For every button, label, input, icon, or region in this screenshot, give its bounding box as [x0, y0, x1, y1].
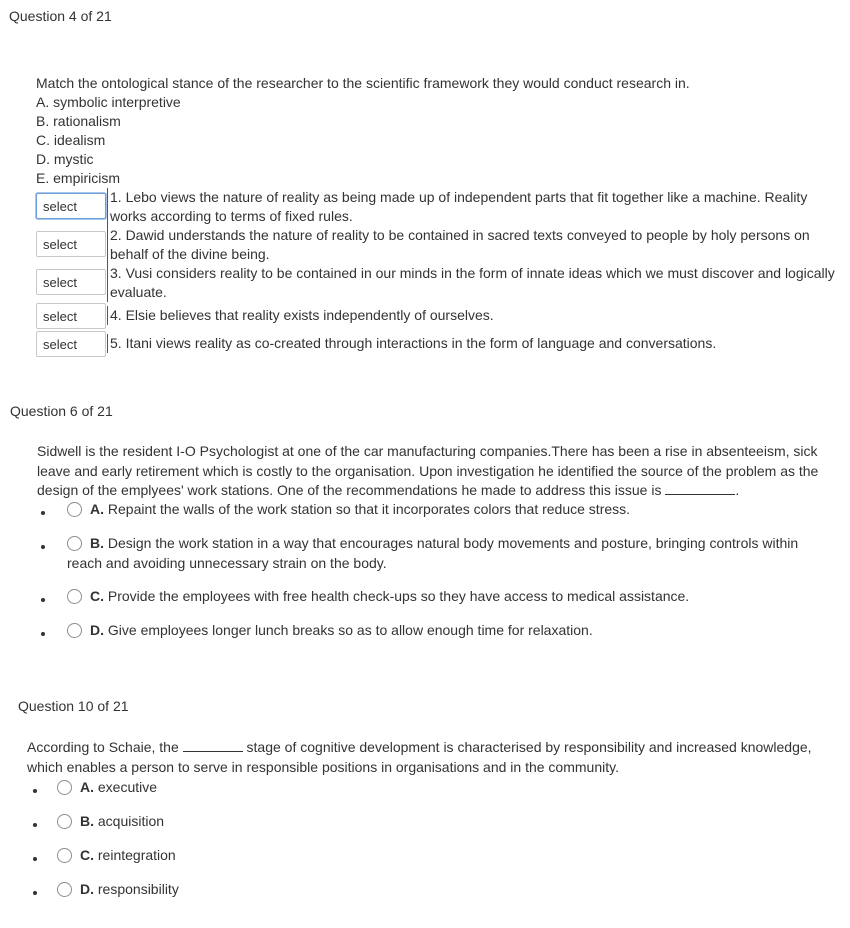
q10-option-c-label[interactable] — [80, 846, 176, 866]
option-b-label[interactable] — [90, 534, 798, 554]
question-10-stem-pre: According to Schaie, the — [27, 739, 179, 755]
choice-d: D. mystic — [36, 151, 94, 167]
question-6-header: Question 6 of 21 — [10, 403, 113, 419]
option-d-letter: D. — [90, 622, 104, 638]
match-item-2-line1: 2. Dawid understands the nature of reality to be contained in sacred texts conveyed to people by holy persons on — [110, 227, 810, 243]
match-item-3-line1: 3. Vusi considers reality to be contained in our minds in the form of innate ideas which we must discover and logically — [110, 265, 835, 281]
bullet — [41, 632, 45, 636]
q10-option-d-radio[interactable] — [57, 882, 72, 897]
match-item-2-line2: behalf of the divine being. — [110, 246, 270, 262]
option-c-text: Provide the employees with free health check-ups so they have access to medical assistance. — [107, 588, 690, 604]
match-select-5[interactable]: select — [36, 331, 106, 357]
q10-option-a-radio[interactable] — [57, 780, 72, 795]
bullet — [41, 598, 45, 602]
option-b-letter: B. — [90, 535, 104, 551]
match-item-3 — [107, 264, 845, 302]
match-item-5 — [107, 334, 845, 353]
bullet — [33, 823, 37, 827]
question-6-stem-end: . — [735, 482, 740, 498]
question-6-stem-line3-text: design of the emplyees' work stations. One of the recommendations he made to address this issue is — [37, 482, 662, 498]
match-select-1[interactable]: select — [36, 193, 106, 219]
q10-option-a-label[interactable] — [80, 778, 157, 798]
question-6-stem — [37, 442, 837, 501]
choice-e: E. empiricism — [36, 170, 121, 186]
answer-blank — [665, 481, 735, 495]
q10-option-b-letter: B. — [80, 813, 94, 829]
answer-blank — [183, 738, 243, 752]
option-b-text: Design the work station in a way that encourages natural body movements and posture, bringing controls within — [107, 535, 799, 551]
q10-option-c-text: reintegration — [97, 847, 176, 863]
option-b-radio[interactable] — [67, 536, 82, 551]
question-6-stem-line2: leave and early retirement which is costly to the organisation. Upon investigation he identified the source of the problem as the — [37, 462, 819, 479]
question-10-stem — [27, 738, 837, 777]
q10-option-a-letter: A. — [80, 779, 94, 795]
match-item-1-line2: works according to terms of fixed rules. — [110, 208, 353, 224]
option-d-label[interactable] — [90, 621, 593, 641]
question-10-stem-post: stage of cognitive development is characterised by responsibility and increased knowledge, — [246, 739, 812, 755]
option-a-text: Repaint the walls of the work station so that it incorporates colors that reduce stress. — [107, 501, 631, 517]
question-4-prompt: Match the ontological stance of the researcher to the scientific framework they would conduct research in. — [36, 75, 690, 91]
match-item-5-line1: 5. Itani views reality as co-created through interactions in the form of language and conversations. — [110, 335, 717, 351]
bullet — [33, 789, 37, 793]
option-b-text-line2: reach and avoiding unnecessary strain on the body. — [67, 555, 387, 571]
question-10-stem-line1 — [27, 738, 837, 758]
match-select-2[interactable]: select — [36, 231, 106, 257]
match-item-4-line1: 4. Elsie believes that reality exists independently of ourselves. — [110, 307, 494, 323]
q10-option-d-label[interactable] — [80, 880, 179, 900]
q10-option-c-letter: C. — [80, 847, 94, 863]
match-item-4 — [107, 306, 845, 325]
choice-b: B. rationalism — [36, 113, 121, 129]
choice-c: C. idealism — [36, 132, 106, 148]
q10-option-d-text: responsibility — [97, 881, 179, 897]
bullet — [41, 511, 45, 515]
bullet — [41, 545, 45, 549]
option-a-letter: A. — [90, 501, 104, 517]
match-select-4[interactable]: select — [36, 303, 106, 329]
q10-option-b-label[interactable] — [80, 812, 164, 832]
option-c-label[interactable] — [90, 587, 689, 607]
choice-a: A. symbolic interpretive — [36, 94, 181, 110]
match-item-3-line2: evaluate. — [110, 284, 167, 300]
question-10-header: Question 10 of 21 — [18, 698, 129, 714]
bullet — [33, 857, 37, 861]
match-item-1 — [107, 188, 845, 226]
q10-option-b-radio[interactable] — [57, 814, 72, 829]
q10-option-d-letter: D. — [80, 881, 94, 897]
option-d-radio[interactable] — [67, 623, 82, 638]
match-item-2 — [107, 226, 845, 264]
option-a-radio[interactable] — [67, 502, 82, 517]
q10-option-b-text: acquisition — [97, 813, 165, 829]
match-item-1-line1: 1. Lebo views the nature of reality as being made up of independent parts that fit together like a machine. Reality — [110, 189, 808, 205]
q10-option-c-radio[interactable] — [57, 848, 72, 863]
match-select-3[interactable]: select — [36, 269, 106, 295]
bullet — [33, 891, 37, 895]
option-c-letter: C. — [90, 588, 104, 604]
option-c-radio[interactable] — [67, 589, 82, 604]
question-10-stem-line2: which enables a person to serve in responsible positions in organisations and in the community. — [27, 758, 619, 775]
question-6-stem-line1: Sidwell is the resident I-O Psychologist at one of the car manufacturing companies.There has been a rise in absenteeism, sick — [37, 443, 818, 459]
question-4-header: Question 4 of 21 — [9, 8, 112, 24]
option-a-label[interactable] — [90, 500, 630, 520]
option-d-text: Give employees longer lunch breaks so as to allow enough time for relaxation. — [107, 622, 593, 638]
question-6-stem-line3 — [37, 481, 837, 501]
q10-option-a-text: executive — [97, 779, 158, 795]
